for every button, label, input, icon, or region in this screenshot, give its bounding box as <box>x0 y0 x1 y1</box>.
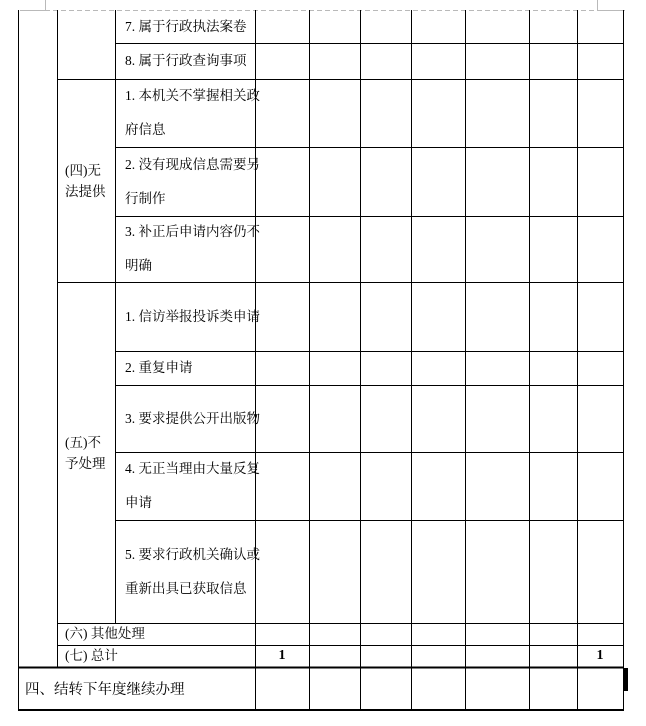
total-cell[interactable] <box>465 645 529 667</box>
total-cell[interactable] <box>411 645 465 667</box>
total-cell[interactable] <box>360 645 411 667</box>
pending-item-8: 8. 属于行政查询事项 <box>125 53 247 68</box>
item-not-processed-2: 2. 重复申请 <box>125 360 193 375</box>
item-unable-3: 3. 补正后申请内容仍不明确 <box>125 224 260 273</box>
item-not-processed-1: 1. 信访举报投诉类申请 <box>125 308 260 324</box>
item-unable-2: 2. 没有现成信息需要另行制作 <box>125 156 260 206</box>
section-carry-over-label: 四、结转下年度继续办理 <box>25 682 185 698</box>
total-cell[interactable]: 1 <box>278 648 286 663</box>
item-not-processed-5: 5. 要求行政机关确认或重新出具已获取信息 <box>125 546 260 596</box>
row-label-other-disposition: (六) 其他处理 <box>65 626 145 641</box>
item-not-processed-3: 3. 要求提供公开出版物 <box>125 410 260 426</box>
total-cell[interactable] <box>529 645 577 667</box>
item-unable-1: 1. 本机关不掌握相关政府信息 <box>125 88 260 137</box>
row-label-total: (七) 总计 <box>65 648 118 663</box>
category-label-unable-to-provide: (四)无法提供 <box>65 162 106 199</box>
total-cell[interactable] <box>309 645 360 667</box>
item-not-processed-4: 4. 无正当理由大量反复申请 <box>125 461 260 510</box>
pending-item-7: 7. 属于行政执法案卷 <box>125 18 247 34</box>
category-label-not-processed: (五)不予处理 <box>65 434 106 471</box>
total-cell[interactable]: 1 <box>596 648 604 663</box>
